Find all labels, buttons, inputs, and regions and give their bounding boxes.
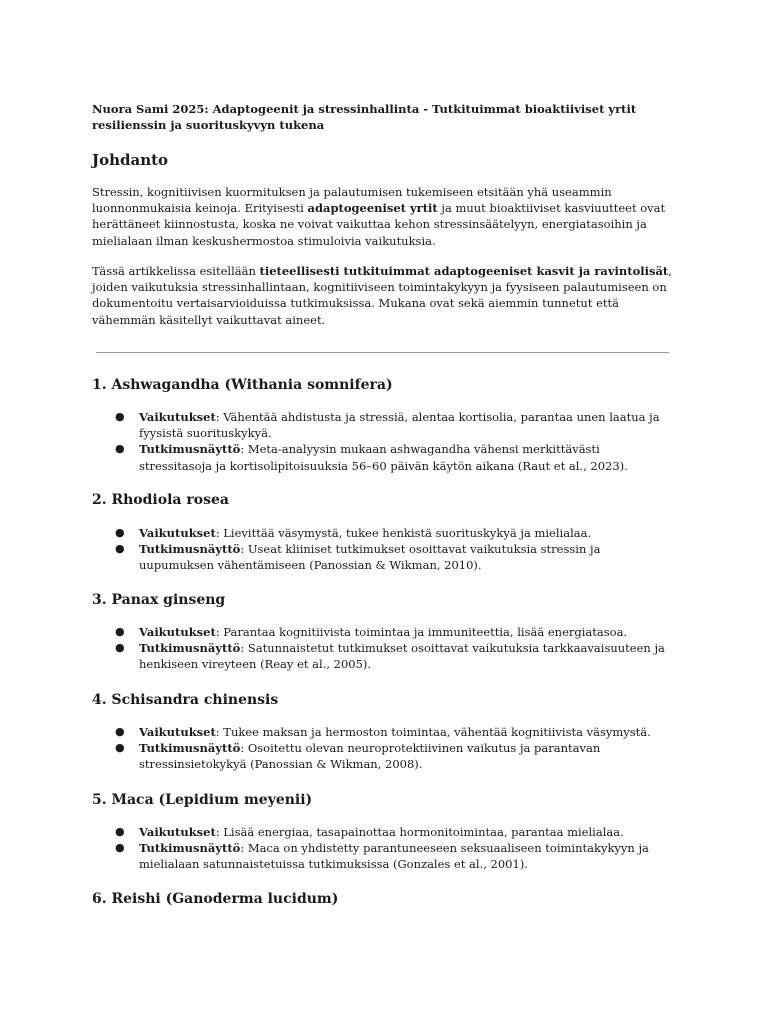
item-text: : Tukee maksan ja hermoston toimintaa, vähentää kognitiivista väsymystä. bbox=[215, 725, 651, 739]
bullet-icon: ● bbox=[115, 841, 125, 855]
section-list-rhodiola bbox=[0, 525, 680, 574]
bullet-icon: ● bbox=[115, 526, 125, 539]
item-text: : Satunnaistetut tutkimukset osoittavat vaikutuksia tarkkaavaisuuteen ja henkiseen vireyteen (Reay et al., 2005). bbox=[139, 641, 665, 672]
item-text: : Parantaa kognitiivista toimintaa ja immuniteettia, lisää energiatasoa. bbox=[215, 625, 628, 639]
item-text: : Meta-analyysin mukaan ashwagandha vähensi merkittävästi stressitasoja ja kortisolipitoisuuksia 56–60 päivän käytön aikana (Raut et al., 2023). bbox=[139, 442, 628, 473]
section-heading-rhodiola: 2. Rhodiola rosea bbox=[92, 492, 229, 508]
item-label: Tutkimusnäyttö bbox=[139, 841, 241, 856]
list-item bbox=[0, 640, 673, 672]
intro-p2-text-c: , joiden vaikutuksia stressinhallintaan, kognitiiviseen toimintakykyyn ja fyysiseen palautumiseen on dokumentoitu vertaisarvioiduissa tutkimuksissa. Mukana ovat sekä aiemmin tunnetut että vähemmän käsitellyt vaikuttavat aineet. bbox=[92, 264, 672, 327]
section-heading-reishi: 6. Reishi (Ganoderma lucidum) bbox=[92, 891, 339, 907]
bullet-icon: ● bbox=[115, 825, 125, 838]
document-title: Nuora Sami 2025: Adaptogeenit ja stressinhallinta - Tutkituimmat bioaktiiviset yrtit resilienssin ja suorituskyvyn tukena bbox=[92, 102, 637, 132]
item-label: Tutkimusnäyttö bbox=[139, 741, 241, 756]
section-list-schisandra bbox=[0, 724, 680, 773]
item-text: : Useat kliiniset tutkimukset osoittavat vaikutuksia stressin ja uupumuksen vähentämiseen (Panossian & Wikman, 2010). bbox=[139, 542, 601, 573]
item-label: Vaikutukset bbox=[139, 825, 216, 839]
item-text: : Vähentää ahdistusta ja stressiä, alentaa kortisolia, parantaa unen laatua ja fyysistä suorituskykyä. bbox=[139, 410, 660, 441]
intro-p2-bold: tieteellisesti tutkituimmat adaptogeeniset kasvit ja ravintolisät bbox=[259, 264, 669, 278]
bullet-icon: ● bbox=[115, 442, 125, 456]
intro-p1-text-c: ja muut bioaktiiviset kasviuutteet ovat herättäneet kiinnostusta, koska ne voivat vaikuttaa kehon stressinsäätelyyn, energiatasoihin ja mielialaan ilman keskushermostoa stimuloivia vaikutuksia. bbox=[92, 201, 666, 248]
item-label: Tutkimusnäyttö bbox=[139, 442, 241, 457]
list-item bbox=[0, 724, 673, 740]
intro-p1-bold: adaptogeeniset yrtit bbox=[307, 201, 438, 216]
list-item bbox=[0, 441, 673, 473]
list-item bbox=[0, 840, 673, 872]
bullet-icon: ● bbox=[115, 725, 125, 738]
item-label: Vaikutukset bbox=[139, 625, 216, 639]
item-label: Vaikutukset bbox=[139, 410, 216, 424]
item-label: Tutkimusnäyttö bbox=[139, 542, 241, 557]
section-heading-schisandra: 4. Schisandra chinensis bbox=[92, 692, 279, 708]
section-heading-ashwagandha: 1. Ashwagandha (Withania somnifera) bbox=[92, 377, 393, 393]
section-list-ashwagandha bbox=[0, 409, 680, 474]
section-list-panax-ginseng bbox=[0, 624, 680, 673]
list-item bbox=[0, 824, 673, 840]
list-item bbox=[0, 541, 673, 573]
list-item bbox=[0, 525, 673, 541]
section-heading-maca: 5. Maca (Lepidium meyenii) bbox=[92, 792, 313, 808]
bullet-icon: ● bbox=[115, 542, 125, 556]
item-text: : Lievittää väsymystä, tukee henkistä suorituskykyä ja mielialaa. bbox=[215, 526, 592, 540]
bullet-icon: ● bbox=[115, 410, 125, 423]
list-item bbox=[0, 624, 673, 640]
item-label: Tutkimusnäyttö bbox=[139, 641, 241, 656]
item-label: Vaikutukset bbox=[139, 725, 216, 739]
item-text: : Osoitettu olevan neuroprotektiivinen vaikutus ja parantavan stressinsietokykyä (Panossian & Wikman, 2008). bbox=[139, 741, 601, 772]
intro-heading: Johdanto bbox=[92, 151, 169, 169]
intro-paragraph-2 bbox=[92, 263, 682, 328]
intro-paragraph-1 bbox=[92, 184, 682, 249]
intro-p1-text-a: Stressin, kognitiivisen kuormituksen ja palautumisen tukemiseen etsitään yhä useammin luonnonmukaisia keinoja. Erityisesti bbox=[92, 185, 612, 216]
item-label: Vaikutukset bbox=[139, 526, 216, 540]
bullet-icon: ● bbox=[115, 741, 125, 755]
bullet-icon: ● bbox=[115, 641, 125, 655]
item-text: : Maca on yhdistetty parantuneeseen seksuaaliseen toimintakykyyn ja mielialaan satunnaistetuissa tutkimuksissa (Gonzales et al., 2001). bbox=[139, 841, 649, 872]
intro-p2-text-a: Tässä artikkelissa esitellään bbox=[92, 264, 260, 278]
list-item bbox=[0, 409, 673, 441]
horizontal-divider bbox=[96, 352, 669, 353]
section-heading-panax-ginseng: 3. Panax ginseng bbox=[92, 592, 226, 608]
list-item bbox=[0, 740, 673, 772]
section-list-maca bbox=[0, 824, 680, 873]
bullet-icon: ● bbox=[115, 625, 125, 638]
item-text: : Lisää energiaa, tasapainottaa hormonitoimintaa, parantaa mielialaa. bbox=[215, 825, 624, 839]
